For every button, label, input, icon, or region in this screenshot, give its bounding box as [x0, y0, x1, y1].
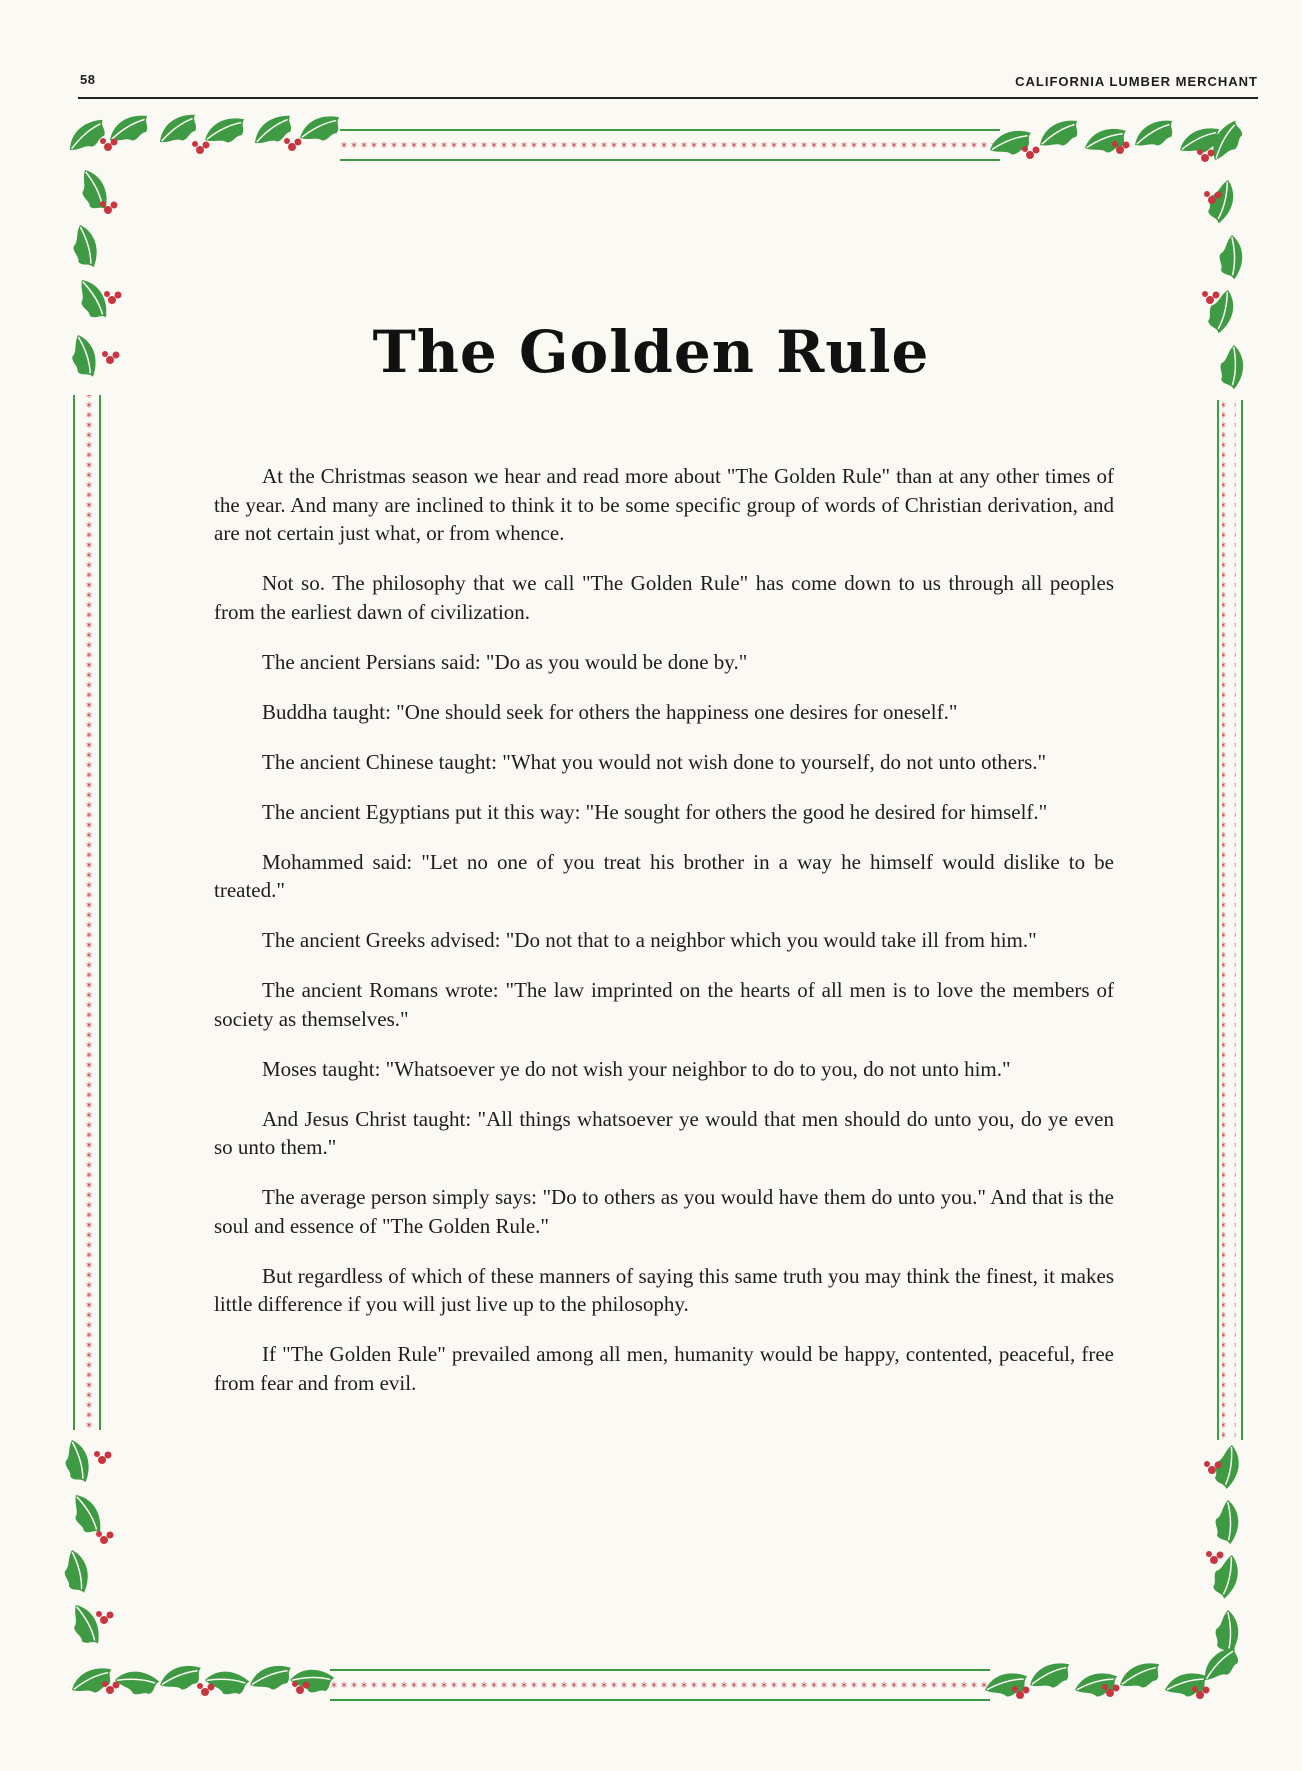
- publication-name: CALIFORNIA LUMBER MERCHANT: [1015, 74, 1258, 89]
- paragraph: At the Christmas season we hear and read more about "The Golden Rule" than at any other times of the year. And many are inclined to think it to be some specific group of words of Christian derivation, and are not certain just what, or from whence.: [214, 464, 1114, 545]
- paragraph: The ancient Romans wrote: "The law imprinted on the hearts of all men is to love the members of society as themselves.": [214, 978, 1114, 1031]
- paragraph: The ancient Greeks advised: "Do not that to a neighbor which you would take ill from him.": [262, 928, 1037, 952]
- top-holly-left: [63, 109, 345, 158]
- bottom-holly-right: [983, 1642, 1246, 1700]
- right-holly-bottom: [1204, 1442, 1244, 1655]
- paragraph: The average person simply says: "Do to others as you would have them do unto you." And that is the soul and essence of "The Golden Rule.": [214, 1185, 1114, 1238]
- page-title: The Golden Rule: [372, 318, 930, 386]
- paragraph: Buddha taught: "One should seek for others the happiness one desires for oneself.": [262, 699, 958, 724]
- paragraph: Not so. The philosophy that we call "The Golden Rule" has come down to us through all peoples from the earliest dawn of civilization.: [214, 571, 1114, 624]
- top-holly-right: [987, 115, 1249, 166]
- bottom-holly-left: [68, 1662, 335, 1700]
- article-body: [214, 462, 1114, 1419]
- paragraph: The ancient Egyptians put it this way: "He sought for others the good he desired for himself.": [262, 799, 1048, 824]
- paragraph: The ancient Persians said: "Do as you would be done by.": [262, 649, 748, 674]
- paragraph: If "The Golden Rule" prevailed among all men, humanity would be happy, contented, peaceful, free from fear and from evil.: [214, 1342, 1114, 1395]
- left-holly-bottom: [62, 1438, 114, 1650]
- paragraph: Mohammed said: "Let no one of you treat his brother in a way he himself would dislike to be treated.": [214, 849, 1114, 902]
- paragraph: But regardless of which of these manners of saying this same truth you may think the finest, it makes little difference if you will just live up to the philosophy.: [214, 1263, 1114, 1316]
- paragraph: The ancient Chinese taught: "What you would not wish done to yourself, do not unto others.": [262, 749, 1047, 774]
- paragraph: Moses taught: "Whatsoever ye do not wish your neighbor to do to you, do not unto him.": [262, 1056, 1011, 1081]
- paragraph: And Jesus Christ taught: "All things whatsoever ye would that men should do unto you, do ye even so unto them.": [214, 1106, 1114, 1159]
- page-number: 58: [80, 72, 96, 87]
